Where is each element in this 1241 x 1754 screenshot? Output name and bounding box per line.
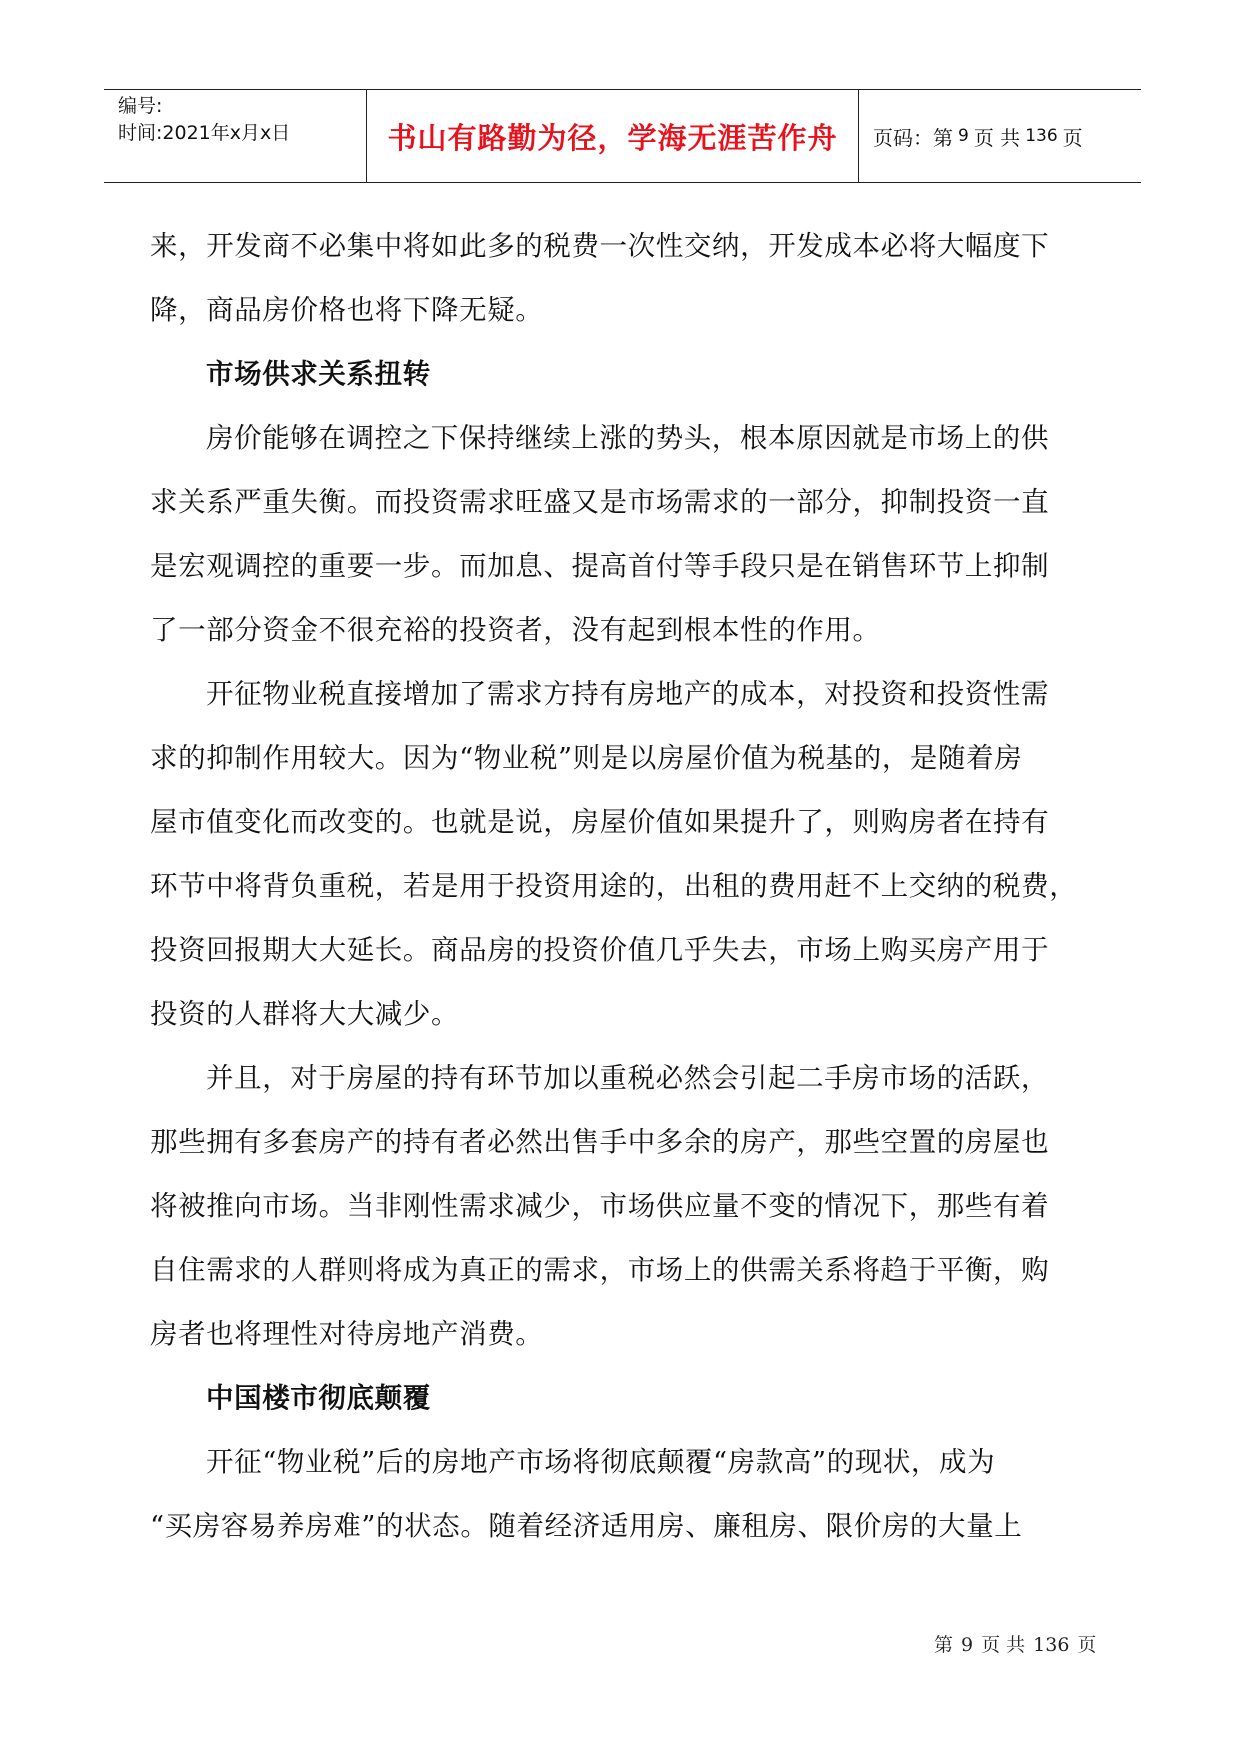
body-line: 投资的人群将大大减少。 [150, 998, 460, 1030]
body-line: “买房容易养房难”的状态。随着经济适用房、廉租房、限价房的大量上 [150, 1510, 1023, 1542]
body-line: 是宏观调控的重要一步。而加息、提高首付等手段只是在销售环节上抑制 [150, 550, 1050, 582]
number-label: 编号: [118, 95, 163, 117]
footer-page-end: 页 [1077, 1634, 1097, 1656]
time-label: 时间: [118, 122, 163, 144]
footer-page-total: 136 [1033, 1634, 1070, 1656]
header-info-cell [104, 90, 367, 182]
footer-page-prefix: 第 [934, 1634, 954, 1656]
section-heading: 市场供求关系扭转 [206, 358, 431, 390]
footer-page-mid: 页 共 [981, 1634, 1026, 1656]
body-line: 开征物业税直接增加了需求方持有房地产的成本，对投资和投资性需 [206, 678, 1049, 710]
page-mid: 页 共 [973, 125, 1021, 150]
page-footer [934, 1630, 1104, 1657]
body-line: 将被推向市场。当非刚性需求减少，市场供应量不变的情况下，那些有着 [150, 1190, 1050, 1222]
body-line: 那些拥有多套房产的持有者必然出售手中多余的房产，那些空置的房屋也 [150, 1126, 1050, 1158]
page-current: 9 [958, 126, 969, 146]
body-line: 自住需求的人群则将成为真正的需求，市场上的供需关系将趋于平衡，购 [150, 1254, 1050, 1286]
body-line: 屋市值变化而改变的。也就是说，房屋价值如果提升了，则购房者在持有 [150, 806, 1050, 838]
body-line: 求的抑制作用较大。因为“物业税”则是以房屋价值为税基的，是随着房 [150, 742, 1023, 774]
time-value: 2021年x月x日 [162, 122, 291, 144]
page-total: 136 [1025, 126, 1058, 146]
header-motto-cell [367, 90, 859, 182]
body-line: 投资回报期大大延长。商品房的投资价值几乎失去，市场上购买房产用于 [150, 934, 1050, 966]
body-line: 求关系严重失衡。而投资需求旺盛又是市场需求的一部分，抑制投资一直 [150, 486, 1050, 518]
page-end: 页 [1062, 125, 1083, 150]
footer-page-current: 9 [961, 1634, 974, 1656]
time-row [118, 120, 366, 147]
motto-text: 书山有路勤为径，学海无涯苦作舟 [387, 120, 838, 155]
page-label: 页码：第 [873, 125, 953, 150]
body-line: 来，开发商不必集中将如此多的税费一次性交纳，开发成本必将大幅度下 [150, 230, 1050, 262]
body-line: 降，商品房价格也将下降无疑。 [150, 294, 544, 326]
body-line: 环节中将背负重税，若是用于投资用途的，出租的费用赶不上交纳的税费， [150, 870, 1078, 902]
body-line: 并且，对于房屋的持有环节加以重税必然会引起二手房市场的活跃， [206, 1062, 1049, 1094]
body-line: 开征“物业税”后的房地产市场将彻底颠覆“房款高”的现状，成为 [206, 1446, 996, 1478]
document-body [150, 214, 1120, 1558]
body-line: 房者也将理性对待房地产消费。 [150, 1318, 544, 1350]
section-heading: 中国楼市彻底颠覆 [206, 1382, 431, 1414]
body-line: 了一部分资金不很充裕的投资者，没有起到根本性的作用。 [150, 614, 881, 646]
header-page-cell [859, 90, 1141, 182]
body-line: 房价能够在调控之下保持继续上涨的势头，根本原因就是市场上的供 [206, 422, 1049, 454]
page-header [104, 89, 1141, 183]
